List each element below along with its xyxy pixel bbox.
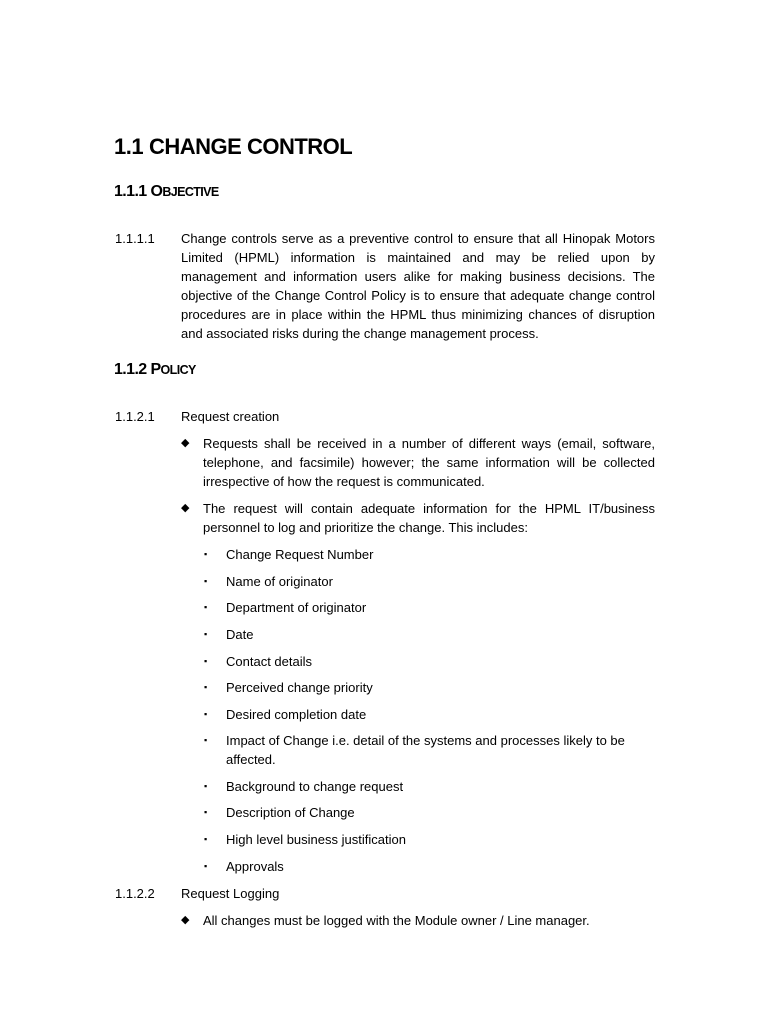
bullet-item bbox=[181, 499, 655, 537]
list-item-text: Approvals bbox=[226, 859, 284, 874]
heading-change-control bbox=[114, 134, 352, 160]
list-item bbox=[204, 598, 655, 617]
list-item-text: Name of originator bbox=[226, 574, 333, 589]
square-bullet-icon: ▪ bbox=[204, 781, 208, 791]
request-creation-row bbox=[115, 407, 279, 426]
heading-policy-number: 1.1.2 bbox=[114, 361, 147, 378]
list-item-text: Perceived change priority bbox=[226, 680, 373, 695]
paragraph-text: Change controls serve as a preventive control to ensure that all Hinopak Motors Limited (HPML) information is maintained and may be relied upon by management and information users alike for making business decisions. The objective of the Change Control Policy is to ensure that adequate change control procedures are in place within the HPML thus minimizing chances of disruption and associated risks during the change management process. bbox=[181, 231, 655, 341]
list-item bbox=[204, 777, 655, 796]
request-creation-label: Request creation bbox=[181, 409, 280, 424]
heading-objective-initial: O bbox=[150, 183, 163, 200]
list-item bbox=[204, 731, 655, 769]
list-item bbox=[204, 857, 655, 876]
bullet-text: The request will contain adequate information for the HPML IT/business personnel to log and prioritize the change. This includes: bbox=[203, 501, 655, 535]
square-bullet-icon: ▪ bbox=[204, 656, 208, 666]
square-bullet-icon: ▪ bbox=[204, 576, 208, 586]
list-item-text: Description of Change bbox=[226, 805, 355, 820]
square-bullet-icon: ▪ bbox=[204, 735, 208, 745]
heading-policy-rest: OLICY bbox=[160, 363, 196, 377]
paragraph-number: 1.1.1.1 bbox=[115, 231, 155, 246]
objective-paragraph bbox=[115, 229, 655, 343]
square-bullet-icon: ▪ bbox=[204, 629, 208, 639]
list-item-text: Contact details bbox=[226, 654, 312, 669]
list-item-text: Date bbox=[226, 627, 254, 642]
heading-objective-rest: BJECTIVE bbox=[162, 185, 219, 199]
diamond-bullet-icon: ◆ bbox=[181, 502, 190, 514]
list-item bbox=[204, 572, 655, 591]
list-item bbox=[204, 830, 655, 849]
list-item-text: Desired completion date bbox=[226, 707, 367, 722]
square-bullet-icon: ▪ bbox=[204, 602, 208, 612]
heading-objective bbox=[114, 183, 219, 201]
square-bullet-icon: ▪ bbox=[204, 682, 208, 692]
heading-objective-number: 1.1.1 bbox=[114, 183, 147, 200]
list-item-text: Department of originator bbox=[226, 600, 367, 615]
heading-title: CHANGE CONTROL bbox=[149, 134, 353, 159]
request-logging-number: 1.1.2.2 bbox=[115, 886, 155, 901]
list-item-text: Impact of Change i.e. detail of the systems and processes likely to be affected. bbox=[226, 733, 625, 767]
request-logging-label: Request Logging bbox=[181, 886, 280, 901]
square-bullet-icon: ▪ bbox=[204, 709, 208, 719]
request-creation-number: 1.1.2.1 bbox=[115, 409, 155, 424]
list-item-text: Change Request Number bbox=[226, 547, 374, 562]
bullet-text: All changes must be logged with the Module owner / Line manager. bbox=[203, 913, 590, 928]
bullet-item bbox=[181, 911, 655, 930]
bullet-item bbox=[181, 434, 655, 491]
list-item bbox=[204, 705, 655, 724]
list-item bbox=[204, 545, 655, 564]
list-item bbox=[204, 652, 655, 671]
list-item bbox=[204, 803, 655, 822]
list-item bbox=[204, 625, 655, 644]
heading-number: 1.1 bbox=[114, 134, 144, 159]
bullet-text: Requests shall be received in a number of different ways (email, software, telephone, and facsimile) however; the same information will be collected irrespective of how the request is communicated. bbox=[203, 436, 655, 489]
diamond-bullet-icon: ◆ bbox=[181, 914, 190, 926]
list-item-text: Background to change request bbox=[226, 779, 404, 794]
square-bullet-icon: ▪ bbox=[204, 861, 208, 871]
heading-policy bbox=[114, 361, 196, 379]
square-bullet-icon: ▪ bbox=[204, 549, 208, 559]
square-bullet-icon: ▪ bbox=[204, 834, 208, 844]
list-item bbox=[204, 678, 655, 697]
heading-policy-initial: P bbox=[150, 361, 161, 378]
diamond-bullet-icon: ◆ bbox=[181, 437, 190, 449]
list-item-text: High level business justification bbox=[226, 832, 406, 847]
request-logging-row bbox=[115, 884, 279, 903]
square-bullet-icon: ▪ bbox=[204, 807, 208, 817]
